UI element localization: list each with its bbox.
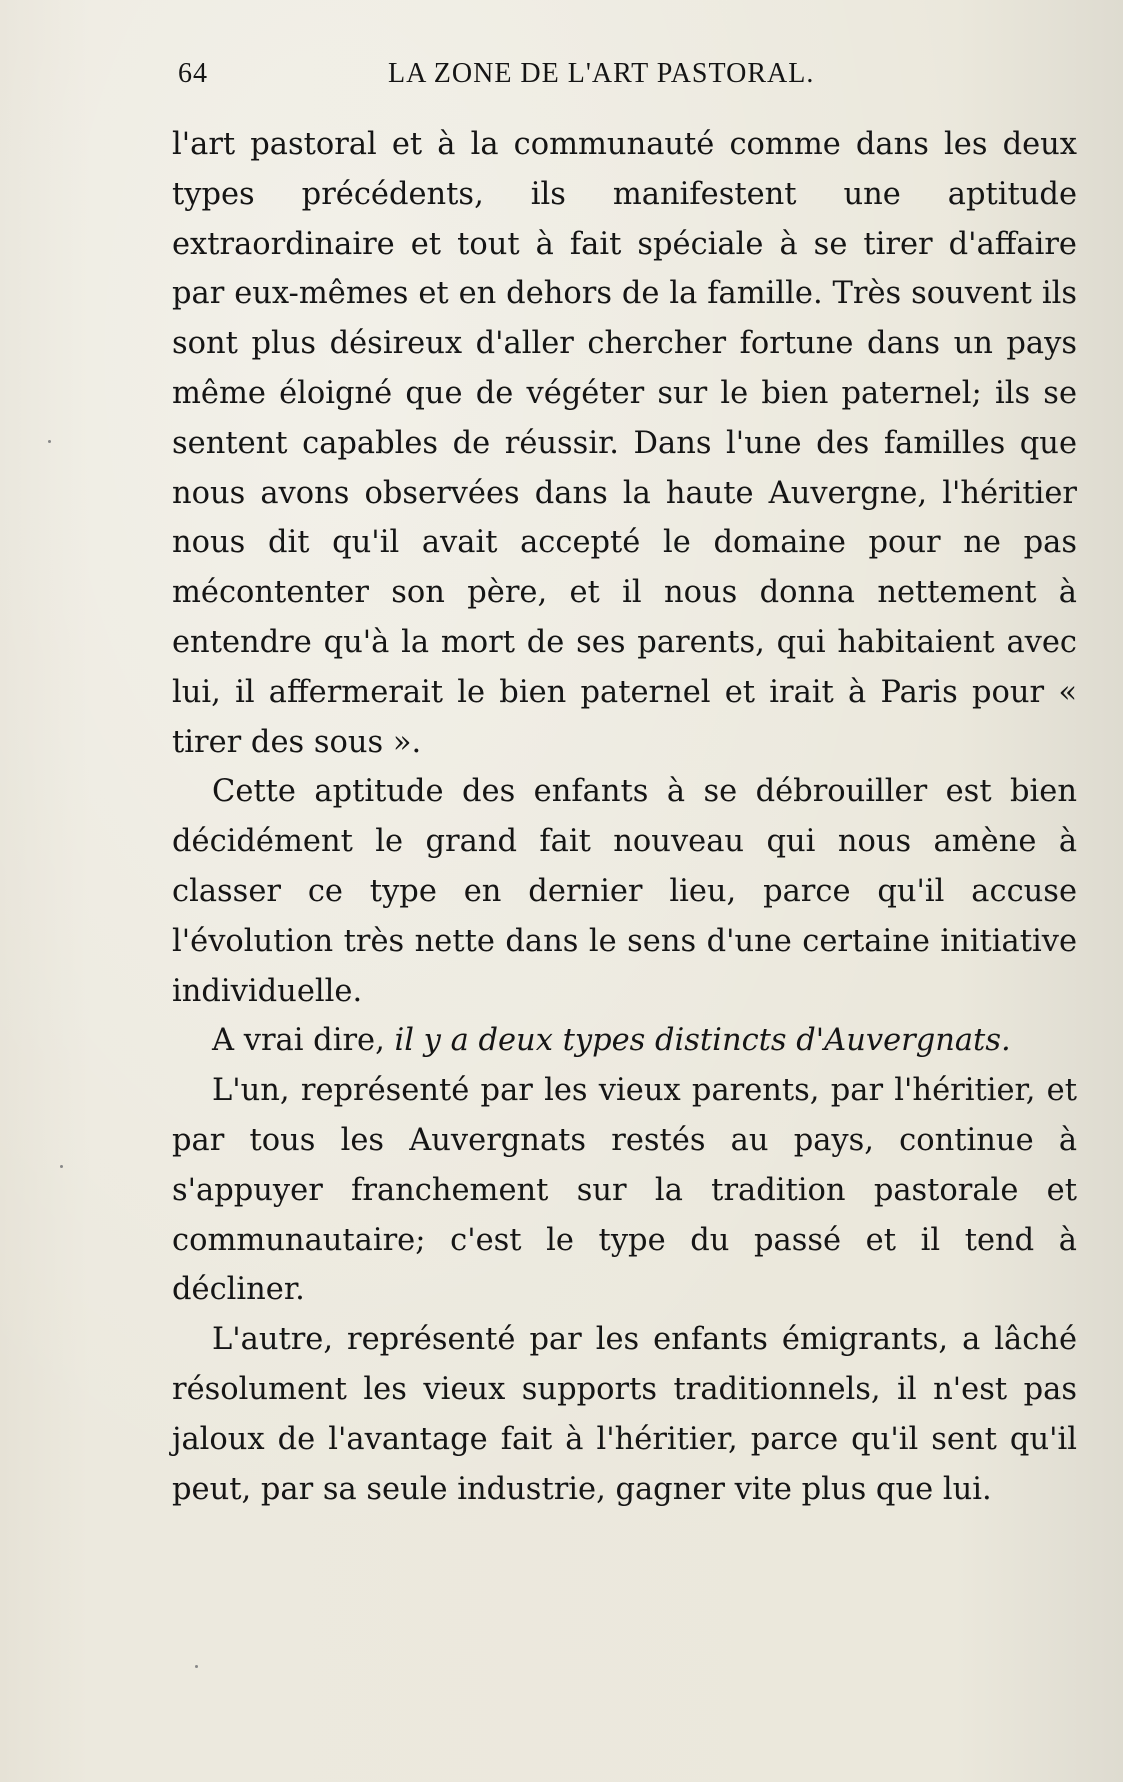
page-number: 64 (178, 58, 208, 89)
body-text (172, 120, 1077, 1514)
paragraph-2: Cette aptitude des enfants à se débrouiller est bien décidément le grand fait nouveau qui nous amène à classer ce type en dernier lieu, parce qu'il accuse l'évolution très nette dans le sens d'une certaine initiative individuelle. (172, 774, 1077, 1009)
paragraph-5: L'autre, représenté par les enfants émigrants, a lâché résolument les vieux supports traditionnels, il n'est pas jaloux de l'avantage fait à l'héritier, parce qu'il sent qu'il peut, par sa seule industrie, gagner vite plus que lui. (172, 1322, 1077, 1507)
paragraph-4: L'un, représenté par les vieux parents, par l'héritier, et par tous les Auvergnats restés au pays, continue à s'appuyer franchement sur la tradition pastorale et communautaire; c'est le type du passé et il tend à décliner. (172, 1073, 1077, 1308)
paper-speck (60, 1165, 63, 1168)
paragraph-3 (172, 1016, 1077, 1066)
paragraph-3-lead: A vrai dire, (212, 1023, 395, 1059)
running-head (178, 58, 878, 98)
paragraph-3-italic: il y a deux types distincts d'Auvergnats. (394, 1023, 1011, 1059)
paper-speck (48, 440, 51, 443)
running-title: LA ZONE DE L'ART PASTORAL. (388, 58, 815, 89)
paper-speck (195, 1665, 198, 1668)
paragraph-1: l'art pastoral et à la communauté comme dans les deux types précédents, ils manifestent une aptitude extraordinaire et tout à fait spéciale à se tirer d'affaire par eux-mêmes et en dehors de la famille. Très souvent ils sont plus désireux d'aller chercher fortune dans un pays même éloigné que de végéter sur le bien paternel; ils se sentent capables de réussir. Dans l'une des familles que nous avons observées dans la haute Auvergne, l'héritier nous dit qu'il avait accepté le domaine pour ne pas mécontenter son père, et il nous donna nettement à entendre qu'à la mort de ses parents, qui habitaient avec lui, il affermerait le bien paternel et irait à Paris pour « tirer des sous ». (172, 127, 1077, 760)
